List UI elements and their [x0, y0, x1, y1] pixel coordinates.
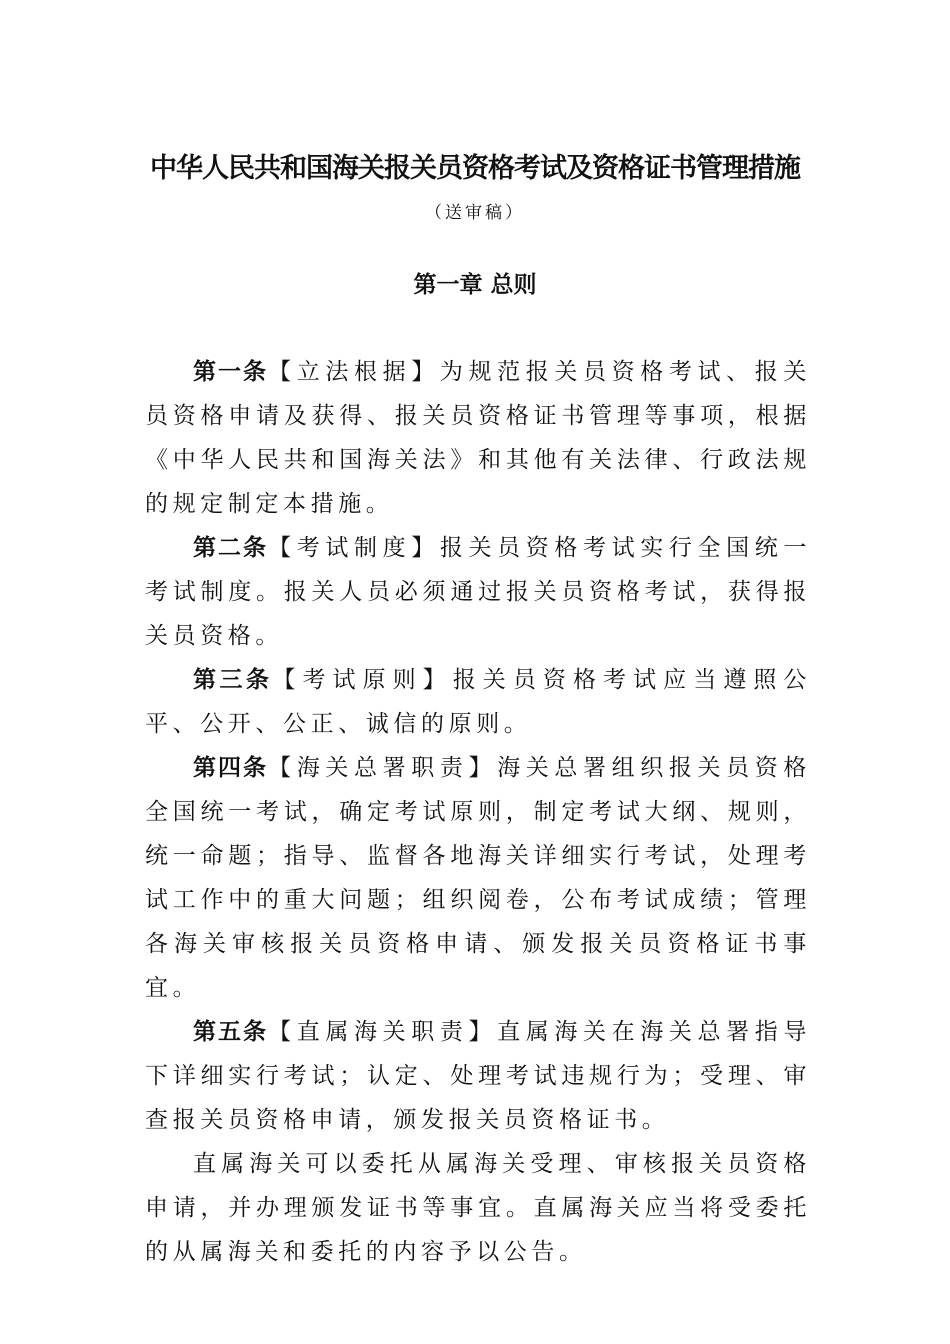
article-number: 第五条 [193, 1018, 269, 1045]
article-tag: 【考试制度】 [268, 535, 440, 561]
article-1 [145, 350, 811, 526]
article-tag: 【直属海关职责】 [268, 1019, 498, 1045]
article-2 [145, 526, 811, 658]
article-number: 第四条 [193, 754, 269, 781]
article-5-continuation: 直属海关可以委托从属海关受理、审核报关员资格申请，并办理颁发证书等事宜。直属海关应当将受委托的从属海关和委托的内容予以公告。 [145, 1151, 811, 1265]
document-subtitle: （送审稿） [425, 203, 525, 223]
article-text: 直属海关在海关总署指导下详细实行考试；认定、处理考试违规行为；受理、审查报关员资格申请，颁发报关员资格证书。 [145, 1019, 812, 1133]
chapter-title: 第一章 总则 [413, 271, 537, 298]
article-text: 报关员资格考试实行全国统一考试制度。报关人员必须通过报关员资格考试，获得报关员资格。 [145, 535, 811, 649]
article-number: 第一条 [193, 358, 269, 385]
article-number: 第三条 [193, 666, 273, 693]
article-4 [145, 746, 811, 1010]
article-tag: 【海关总署职责】 [268, 755, 498, 781]
article-tag: 【考试原则】 [272, 667, 453, 693]
article-text: 报关员资格考试应当遵照公平、公开、公正、诚信的原则。 [145, 667, 812, 737]
document-body [145, 350, 811, 1274]
article-text: 为规范报关员资格考试、报关员资格申请及获得、报关员资格证书管理等事项，根据《中华人民共和国海关法》和其他有关法律、行政法规的规定制定本措施。 [145, 359, 811, 517]
document-title: 中华人民共和国海关报关员资格考试及资格证书管理措施 [150, 153, 800, 184]
article-5 [145, 1010, 811, 1142]
article-3 [145, 658, 811, 746]
article-tag: 【立法根据】 [268, 359, 440, 385]
article-text: 海关总署组织报关员资格全国统一考试，确定考试原则，制定考试大纲、规则，统一命题；指导、监督各地海关详细实行考试，处理考试工作中的重大问题；组织阅卷，公布考试成绩；管理各海关审核报关员资格申请、颁发报关员资格证书事宜。 [145, 755, 812, 1001]
article-number: 第二条 [193, 534, 269, 561]
